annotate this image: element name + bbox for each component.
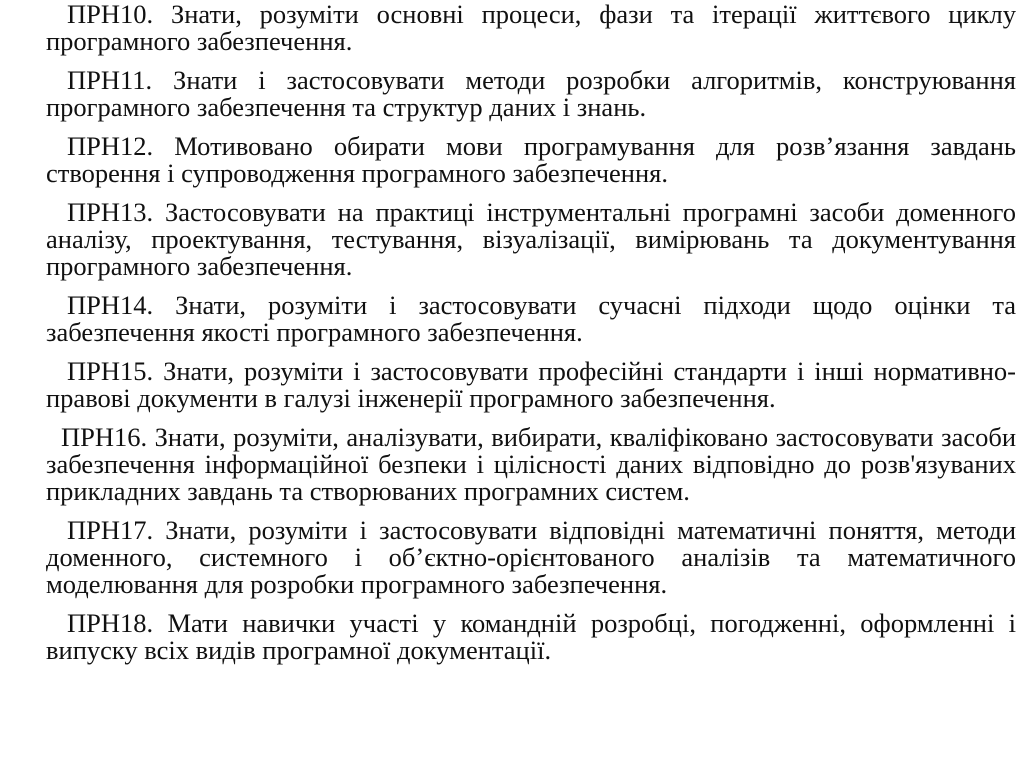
paragraph-prn13 [46, 199, 1016, 280]
paragraph-prn15 [46, 358, 1016, 412]
outcome-code: ПРН16. [61, 422, 148, 452]
outcome-code: ПРН11. [67, 65, 153, 95]
outcome-code: ПРН13. [67, 197, 154, 227]
outcome-code: ПРН14. [67, 290, 154, 320]
outcome-code: ПРН17. [67, 515, 154, 545]
paragraph-prn17 [46, 517, 1016, 598]
outcome-text: Знати, розуміти основні процеси, фази та ітерації життєвого циклу програмного забезпечення. [46, 0, 1017, 56]
document-page [46, 0, 1016, 664]
outcome-code: ПРН18. [67, 608, 154, 638]
paragraph-prn10 [46, 1, 1016, 55]
paragraph-prn18 [46, 610, 1016, 664]
outcome-text: Застосовувати на практиці інструментальні програмні засоби доменного аналізу, проектування, тестування, візуалізації, вимірювань та документування програмного забезпечення. [46, 197, 1017, 281]
outcome-code: ПРН10. [67, 0, 154, 29]
paragraph-prn11 [46, 67, 1016, 121]
paragraph-prn14 [46, 292, 1016, 346]
outcome-code: ПРН12. [67, 131, 154, 161]
outcome-code: ПРН15. [67, 356, 154, 386]
outcome-text: Знати, розуміти і застосовувати відповідні математичні поняття, методи доменного, системного і об’єктно-орієнтованого аналізів та математичного моделювання для розробки програмного забезпечення. [46, 515, 1017, 599]
outcome-text: Знати, розуміти, аналізувати, вибирати, кваліфіковано застосовувати засоби забезпечення інформаційної безпеки і цілісності даних відповідно до розв'язуваних прикладних завдань та створюваних програмних систем. [46, 422, 1017, 506]
outcome-text: Мотивовано обирати мови програмування для розв’язання завдань створення і супроводження програмного забезпечення. [46, 131, 1016, 188]
paragraph-prn16 [46, 424, 1016, 505]
outcome-text: Знати, розуміти і застосовувати професійні стандарти і інші нормативно-правові документи в галузі інженерії програмного забезпечення. [46, 356, 1016, 413]
outcome-text: Знати і застосовувати методи розробки алгоритмів, конструювання програмного забезпечення та структур даних і знань. [46, 65, 1016, 122]
paragraph-prn12 [46, 133, 1016, 187]
outcome-text: Мати навички участі у командній розробці, погодженні, оформленні і випуску всіх видів програмної документації. [46, 608, 1016, 665]
outcome-text: Знати, розуміти і застосовувати сучасні підходи щодо оцінки та забезпечення якості програмного забезпечення. [46, 290, 1016, 347]
